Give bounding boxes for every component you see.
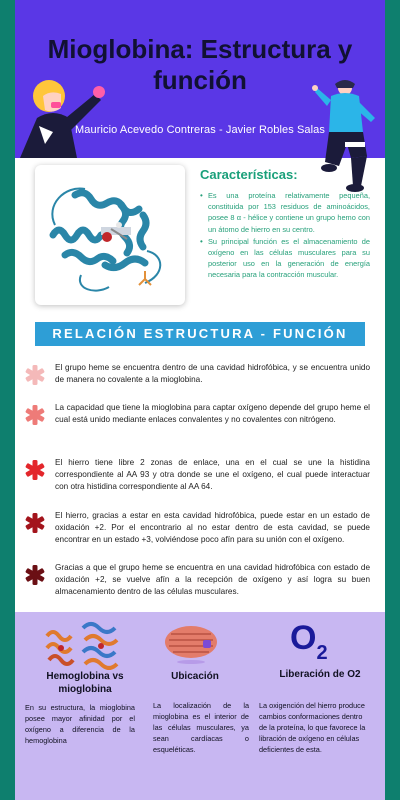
poster [15, 0, 385, 800]
header-banner [15, 0, 385, 158]
section-heading: RELACIÓN ESTRUCTURA - FUNCIÓN [52, 326, 348, 341]
relation-text: El hierro tiene libre 2 zonas de enlace, una en el cual se une la histidina correspondiente al AA 93 y otra donde se une el oxígeno, el cual puede interactuar con otra histidina correspondiente al AA 64. [55, 458, 370, 491]
asterisk-icon [25, 460, 45, 480]
oxygen-symbol-icon: $O_2$ [290, 619, 328, 664]
muscle-fiber-image [163, 620, 219, 666]
myoglobin-structure-image [35, 165, 185, 305]
asterisk-icon [25, 365, 45, 385]
hemoglobin-vs-myoglobin-title: Hemoglobina vs mioglobina [46, 671, 124, 695]
liberacion-text: La oxigención del hierro produce cambios conformaciones dentro de la proteína, lo que favorece la libración de oxígeno en células deficientes de esta. [259, 701, 366, 754]
relation-text: El grupo heme se encuentra dentro de una cavidad hidrofóbica, y se encuentra unido de manera no covalente a la mioglobina. [55, 363, 370, 384]
list-item: • Su principal función es el almacenamiento de oxígeno en las células musculares para su posterior uso en la generación de energía necesaria para la contracción muscular. [200, 236, 370, 280]
hemoglobin-vs-myoglobin-text: En su estructura, la mioglobina posee mayor afinidad por el oxígeno a diferencia de la hemoglobina [25, 703, 135, 745]
asterisk-icon [25, 405, 45, 425]
bullet-icon: • [200, 191, 203, 200]
section-heading-bar [35, 322, 365, 346]
hemoglobin-myoglobin-image [41, 618, 131, 670]
characteristics-list [200, 190, 370, 282]
relation-text: El hierro, gracias a estar en esta cavidad hidrofóbica, puede estar en un estado de oxidación +2. Por el encontrario al no estar dentro de esta cavidad, se puede encontrar en un estado +3, volviéndose poco afín para su unión con el oxígeno. [55, 511, 370, 544]
person-illustration-left [15, 60, 110, 158]
authors: Mauricio Acevedo Contreras - Javier Robles Salas [75, 124, 325, 136]
footer-panel [15, 612, 385, 800]
liberacion-title: Liberación de O2 [279, 669, 361, 680]
ubicacion-title: Ubicación [171, 671, 219, 682]
list-item: • Es una proteína relativamente pequeña, constituida por 153 residuos de aminoácidos, posee 8 α - hélice y contiene un grupo hemo con un átomo de hierro en su centro. [200, 191, 370, 234]
asterisk-icon [25, 565, 45, 585]
relation-text: Gracias a que el grupo heme se encuentra en una cavidad hidrofóbica con estado de oxidación +2, se vuelve afín a la recepción de oxígeno y así logra su buen almacenamiento dentro de las células musculares. [55, 563, 370, 596]
ubicacion-text: La localización de la mioglobina es el interior de las células musculares, ya sean cardíacas o esqueléticas. [153, 701, 249, 754]
asterisk-icon [25, 513, 45, 533]
relation-text: La capacidad que tiene la mioglobina para captar oxígeno depende del grupo heme el cual está unido mediante enlaces convalentes y no covalentes con nitrógeno. [55, 403, 370, 424]
characteristics-title: Características: [200, 167, 298, 182]
page-title: Mioglobina: Estructura y función [47, 34, 353, 95]
bullet-icon: • [200, 236, 203, 246]
protein-ribbon-graphic [35, 165, 185, 305]
person-illustration-right [311, 78, 381, 194]
